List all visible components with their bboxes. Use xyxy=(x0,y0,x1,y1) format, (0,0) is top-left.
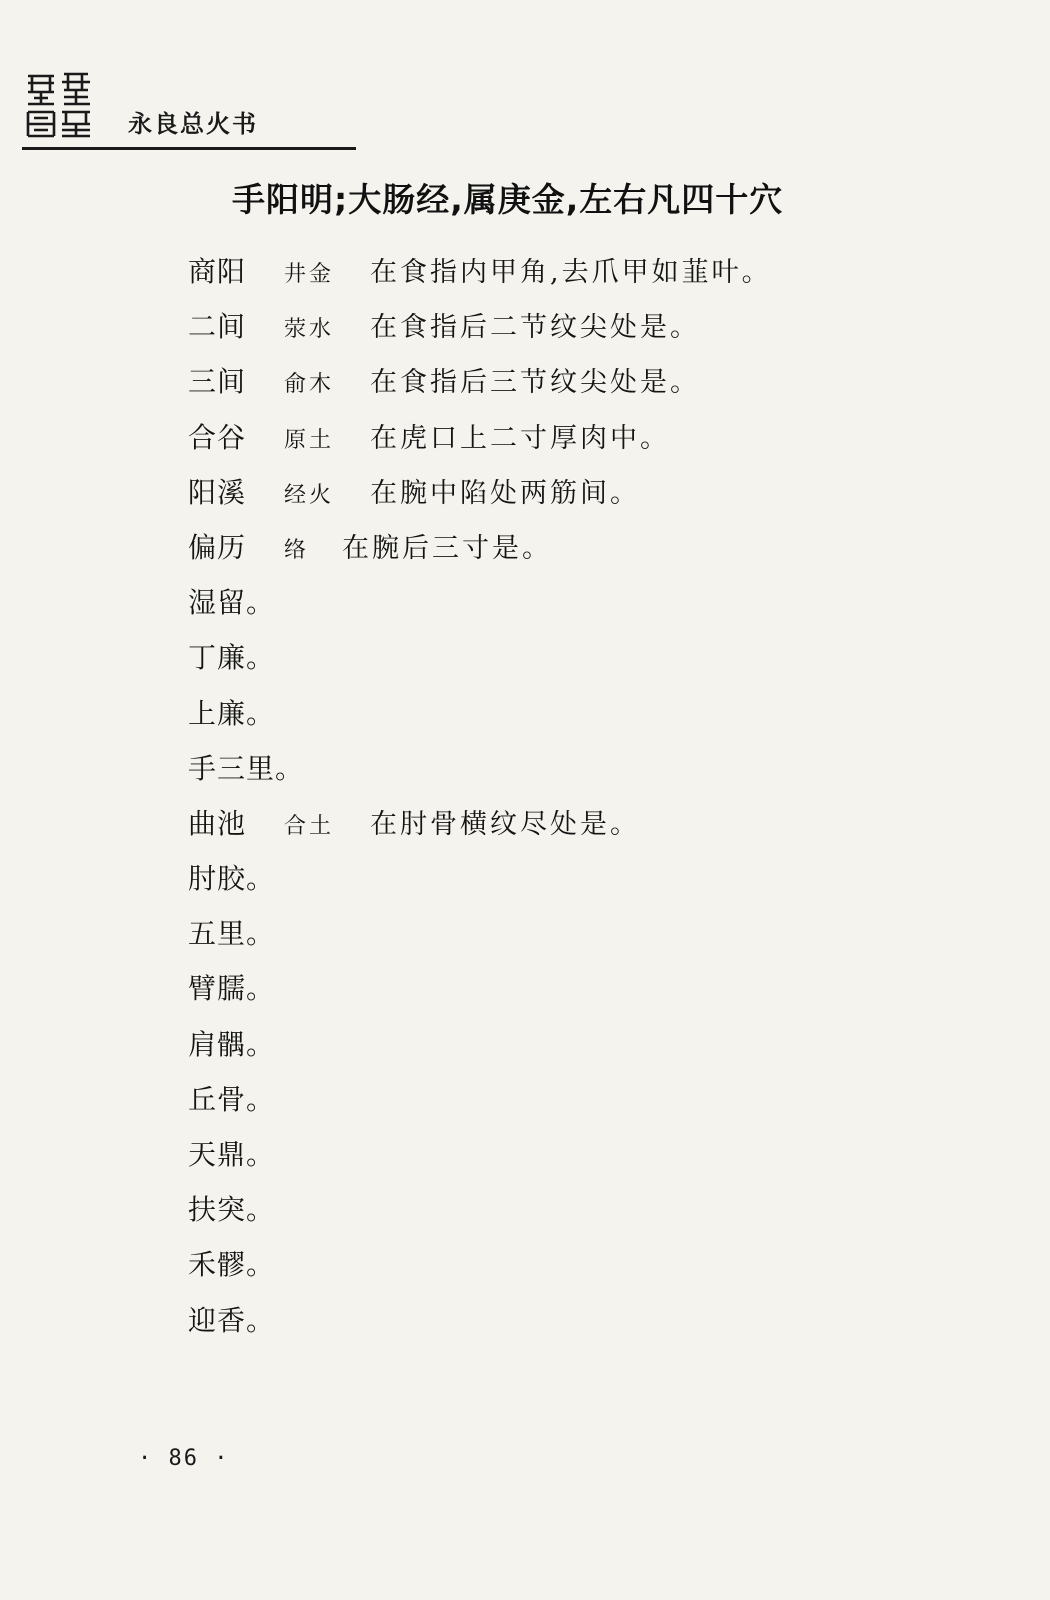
point-name: 阳溪 xyxy=(188,475,247,509)
point-location: 在肘骨横纹尽处是。 xyxy=(370,808,640,840)
list-item xyxy=(188,362,988,417)
list-item xyxy=(188,1301,988,1356)
point-location: 在虎口上二寸厚肉中。 xyxy=(370,422,670,454)
list-item xyxy=(188,969,988,1024)
point-name: 上廉。 xyxy=(188,696,276,730)
point-location: 在食指内甲角,去爪甲如韮叶。 xyxy=(370,257,772,288)
seal-logo-icon xyxy=(24,70,94,140)
list-item xyxy=(188,1190,988,1245)
point-type: 俞木 xyxy=(284,372,335,398)
point-name: 合谷 xyxy=(188,420,247,454)
list-item xyxy=(188,694,988,749)
list-item xyxy=(188,638,988,693)
list-item xyxy=(188,583,988,638)
list-item xyxy=(188,1080,988,1135)
point-type: 经火 xyxy=(284,482,335,508)
point-type: 合土 xyxy=(284,813,335,839)
point-type: 荥水 xyxy=(284,317,335,343)
point-name: 偏历 xyxy=(188,530,247,564)
list-item xyxy=(188,1245,988,1300)
point-name: 曲池 xyxy=(188,806,247,840)
point-location: 在腕中陷处两筋间。 xyxy=(370,477,640,509)
point-name: 丁廉。 xyxy=(188,641,276,675)
point-location: 在食指后二节纹尖处是。 xyxy=(370,312,700,344)
list-item xyxy=(188,1135,988,1190)
list-item xyxy=(188,473,988,528)
point-type: 原土 xyxy=(284,427,335,453)
point-type: 井金 xyxy=(284,262,335,287)
point-name: 肘胶。 xyxy=(188,862,276,896)
list-item xyxy=(188,1025,988,1080)
list-item xyxy=(188,528,988,583)
point-name: 手三里。 xyxy=(188,751,305,785)
list-item xyxy=(188,252,988,307)
point-name: 扶突。 xyxy=(188,1193,276,1227)
point-name: 二间 xyxy=(188,310,247,344)
point-name: 五里。 xyxy=(188,917,276,951)
point-name: 禾髎。 xyxy=(188,1248,276,1282)
list-item xyxy=(188,749,988,804)
list-item xyxy=(188,307,988,362)
point-name: 迎香。 xyxy=(188,1303,276,1337)
point-name: 臂臑。 xyxy=(188,972,276,1006)
list-item xyxy=(188,804,988,859)
point-name: 商阳 xyxy=(188,255,247,288)
list-item xyxy=(188,418,988,473)
page-number: · 86 · xyxy=(138,1446,230,1471)
point-name: 天鼎。 xyxy=(188,1138,276,1171)
point-name: 丘骨。 xyxy=(188,1082,276,1116)
running-head: 永良总火书 xyxy=(128,110,258,138)
point-name: 湿留。 xyxy=(188,586,276,620)
point-location: 在腕后三寸是。 xyxy=(342,532,552,564)
point-type: 络 xyxy=(284,537,310,563)
section-title: 手阳明;大肠经,属庚金,左右凡四十穴 xyxy=(232,180,784,219)
point-name: 肩髃。 xyxy=(188,1027,276,1061)
list-item xyxy=(188,859,988,914)
acupoint-list xyxy=(188,252,988,1356)
list-item xyxy=(188,914,988,969)
point-name: 三间 xyxy=(188,365,247,399)
header-rule xyxy=(22,147,356,150)
point-location: 在食指后三节纹尖处是。 xyxy=(370,367,700,399)
